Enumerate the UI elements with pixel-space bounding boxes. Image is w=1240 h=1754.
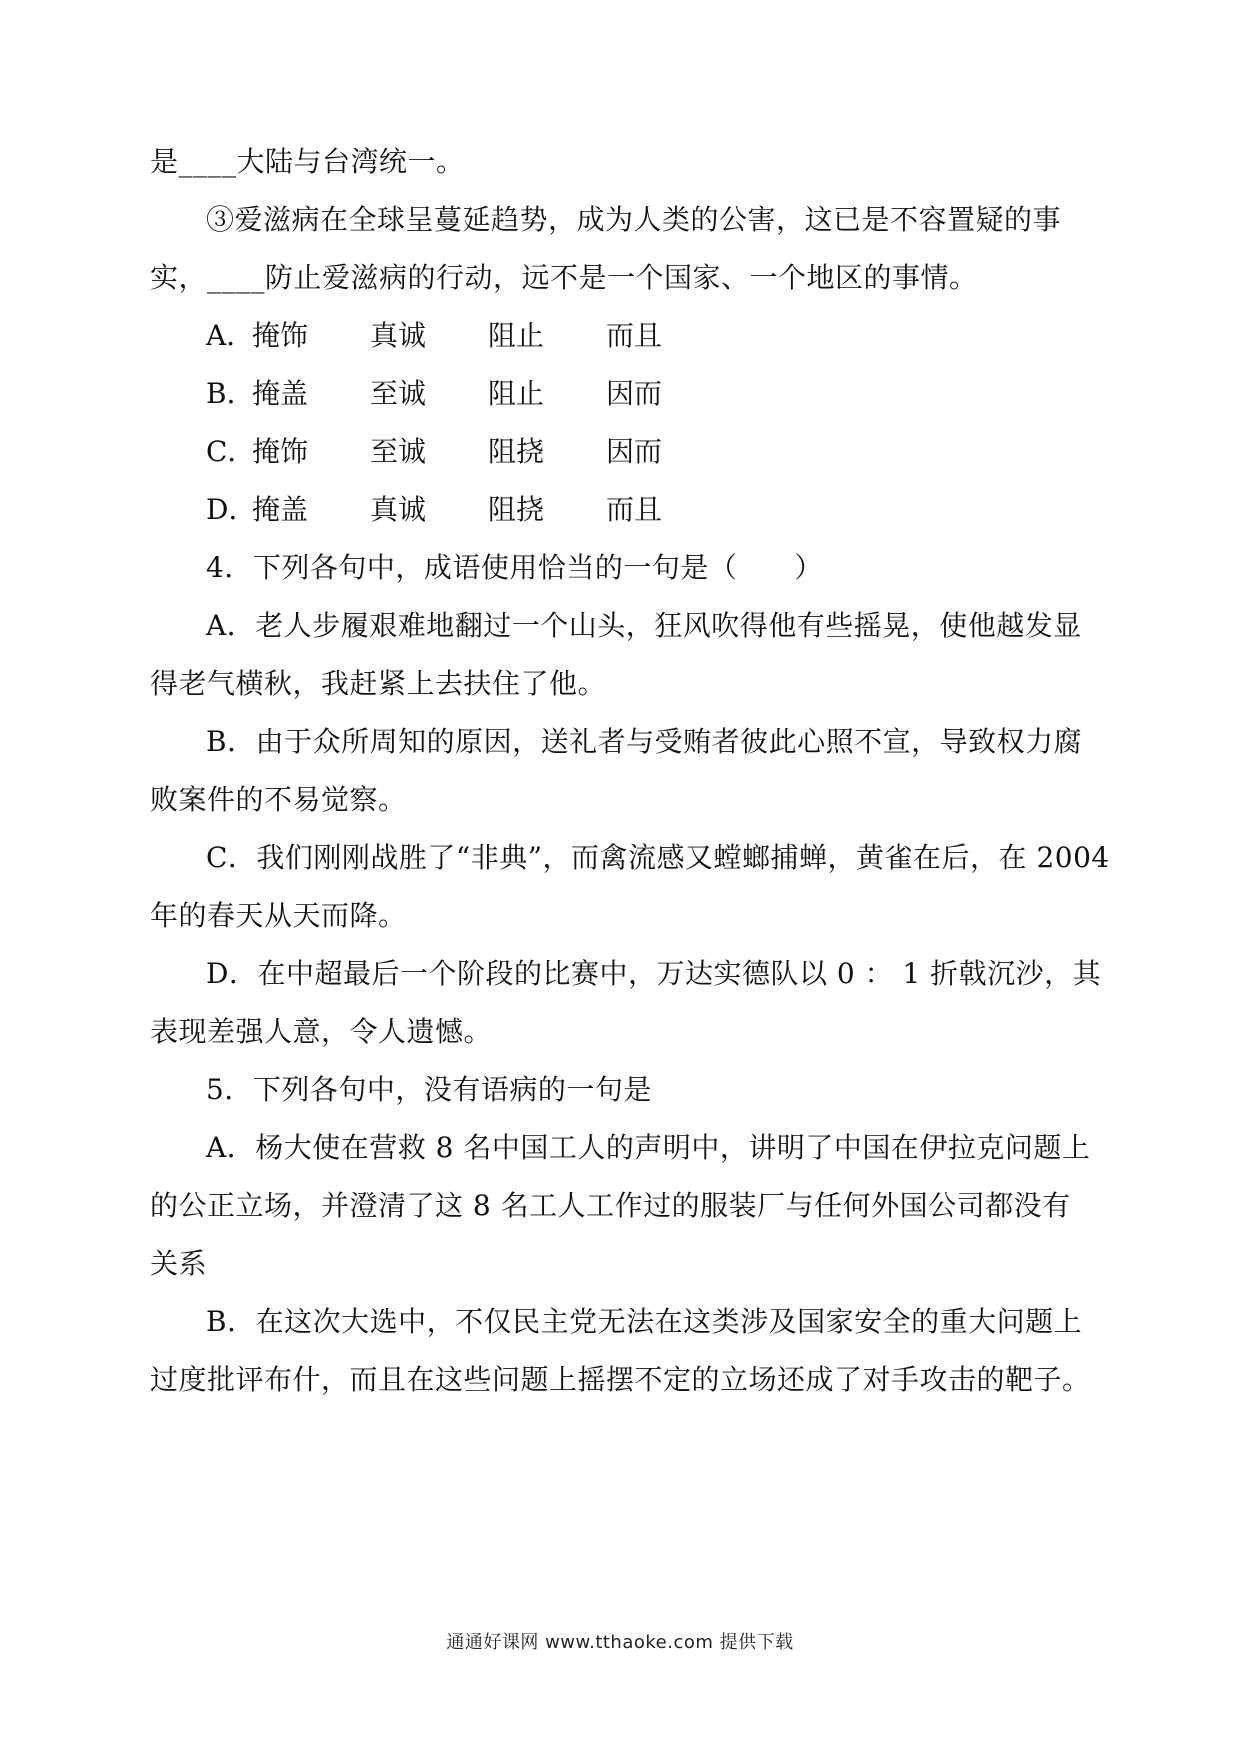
option-word: 掩盖 — [252, 377, 309, 410]
answer-line: C．我们刚刚战胜了“非典”，而禽流感又螳螂捕蝉，黄雀在后，在 2004 — [206, 841, 1110, 874]
paragraph-line: ③爱滋病在全球呈蔓延趋势，成为人类的公害，这已是不容置疑的事 — [206, 203, 1062, 236]
option-row-b — [206, 374, 724, 414]
option-word: 阻挠 — [488, 493, 545, 526]
answer-line: A．老人步履艰难地翻过一个山头，狂风吹得他有些摇晃，使他越发显 — [206, 609, 1082, 642]
option-row-d — [206, 490, 724, 530]
option-word: 阻止 — [488, 377, 545, 410]
answer-line: 的公正立场，并澄清了这 8 名工人工作过的服装厂与任何外国公司都没有 — [150, 1189, 1071, 1222]
page-footer: 通通好课网 www.tthaoke.com 提供下载 — [446, 1632, 794, 1653]
option-word: 因而 — [606, 435, 663, 468]
option-word: 真诚 — [370, 319, 427, 352]
paragraph-line: 实，____防止爱滋病的行动，远不是一个国家、一个地区的事情。 — [150, 261, 978, 294]
answer-line: 表现差强人意，令人遗憾。 — [150, 1015, 493, 1048]
option-word: 掩饰 — [252, 435, 309, 468]
option-word: 真诚 — [370, 493, 427, 526]
option-word: 掩盖 — [252, 493, 309, 526]
answer-line: B．在这次大选中，不仅民主党无法在这类涉及国家安全的重大问题上 — [206, 1305, 1083, 1338]
option-row-a — [206, 316, 724, 356]
answer-line: D．在中超最后一个阶段的比赛中，万达实德队以 0 ： 1 折戟沉沙，其 — [206, 957, 1102, 990]
option-letter: A． — [206, 319, 255, 352]
answer-line: 年的春天从天而降。 — [150, 899, 407, 932]
option-word: 而且 — [606, 493, 663, 526]
option-word: 阻止 — [488, 319, 545, 352]
option-letter: D． — [206, 493, 257, 526]
option-word: 掩饰 — [252, 319, 309, 352]
option-word: 而且 — [606, 319, 663, 352]
answer-line: 败案件的不易觉察。 — [150, 783, 407, 816]
answer-line: 过度批评布什，而且在这些问题上摇摆不定的立场还成了对手攻击的靶子。 — [150, 1363, 1091, 1396]
option-row-c — [206, 432, 724, 472]
question-stem: 5．下列各句中，没有语病的一句是 — [206, 1073, 652, 1106]
option-word: 阻挠 — [488, 435, 545, 468]
option-word: 至诚 — [370, 377, 427, 410]
option-letter: C． — [206, 435, 256, 468]
option-word: 至诚 — [370, 435, 427, 468]
answer-line: A．杨大使在营救 8 名中国工人的声明中，讲明了中国在伊拉克问题上 — [206, 1131, 1091, 1164]
question-stem: 4．下列各句中，成语使用恰当的一句是（ ） — [206, 551, 823, 584]
option-word: 因而 — [606, 377, 663, 410]
answer-line: 关系 — [150, 1247, 208, 1280]
paragraph-line: 是____大陆与台湾统一。 — [150, 145, 465, 178]
answer-line: 得老气横秋，我赶紧上去扶住了他。 — [150, 667, 607, 700]
option-letter: B． — [206, 377, 255, 410]
answer-line: B．由于众所周知的原因，送礼者与受贿者彼此心照不宣，导致权力腐 — [206, 725, 1083, 758]
